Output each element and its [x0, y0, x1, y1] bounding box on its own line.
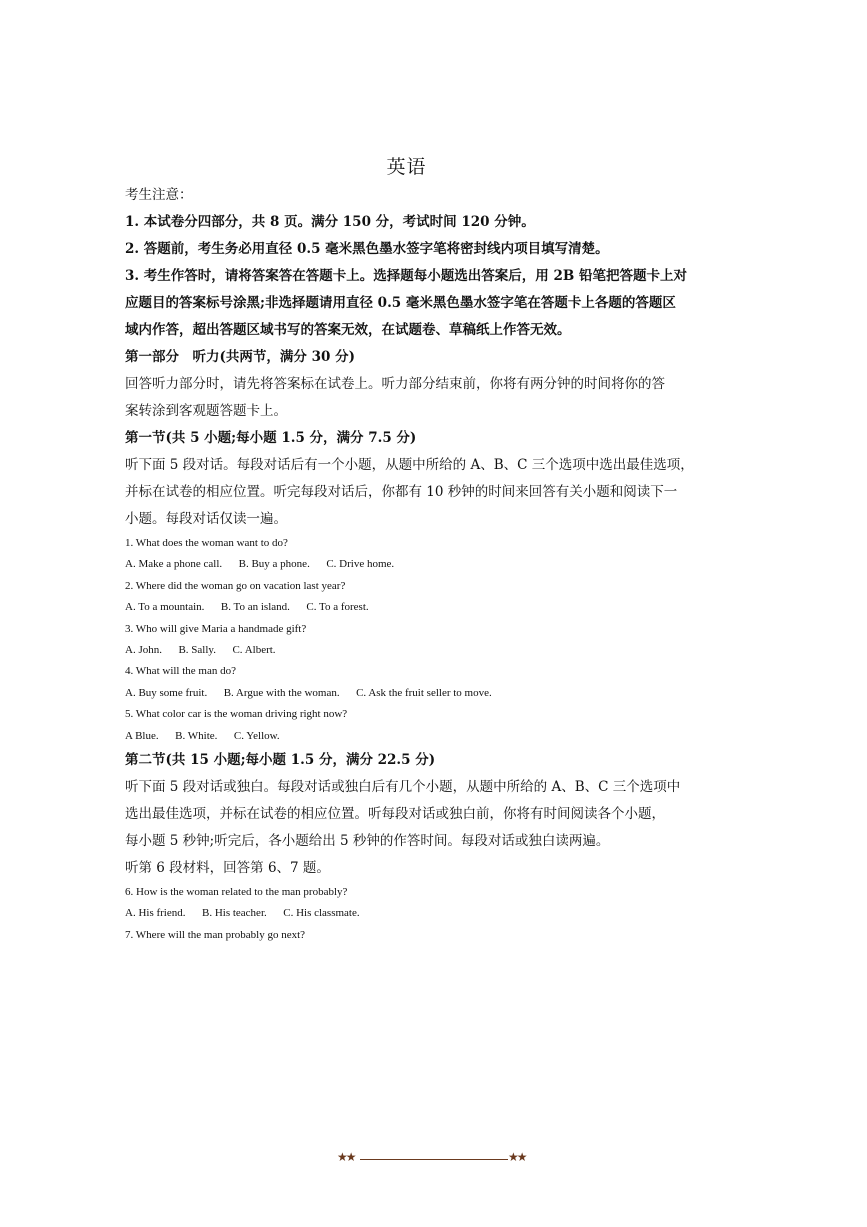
material6-heading: 听第 6 段材料，回答第 6、7 题。 — [125, 860, 330, 877]
notice-line-4: 应题目的答案标号涂黑;非选择题请用直径 0.5 毫米黑色墨水签字笔在答题卡上各题的答题区 — [125, 295, 676, 311]
section1-instruction-3: 小题。每段对话仅读一遍。 — [125, 511, 287, 527]
question-2-options: A. To a mountain. B. To an island. C. To a forest. — [125, 601, 369, 614]
notice-line-1: 1. 本试卷分四部分，共 8 页。满分 150 分，考试时间 120 分钟。 — [125, 214, 535, 230]
question-3-options: A. John. B. Sally. C. Albert. — [125, 644, 276, 657]
exam-content — [125, 182, 695, 946]
question-6-options: A. His friend. B. His teacher. C. His classmate. — [125, 907, 360, 920]
question-5-options: A Blue. B. White. C. Yellow. — [125, 729, 280, 742]
question-5: 5. What color car is the woman driving right now? — [125, 708, 348, 721]
notice-heading: 考生注意： — [125, 187, 193, 203]
section1-instruction-1: 听下面 5 段对话。每段对话后有一个小题，从题中所给的 A、B、C 三个选项中选出最佳选项， — [125, 457, 694, 473]
section2-instruction-2: 选出最佳选项，并标在试卷的相应位置。听每段对话或独白前，你将有时间阅读各个小题， — [125, 806, 665, 823]
section2-heading: 第二节(共 15 小题;每小题 1.5 分，满分 22.5 分) — [125, 752, 436, 769]
notice-line-5: 域内作答，超出答题区域书写的答案无效，在试题卷、草稿纸上作答无效。 — [125, 322, 571, 338]
question-4: 4. What will the man do? — [125, 665, 236, 678]
question-1: 1. What does the woman want to do? — [125, 537, 288, 549]
page-title: 英语 — [386, 156, 427, 178]
question-3: 3. Who will give Maria a handmade gift? — [125, 622, 307, 635]
part1-heading: 第一部分 听力(共两节，满分 30 分) — [125, 349, 355, 365]
section1-heading: 第一节(共 5 小题;每小题 1.5 分，满分 7.5 分) — [125, 430, 417, 446]
page-footer-ornament — [337, 1151, 531, 1169]
section2-instruction-3: 每小题 5 秒钟;听完后，各小题给出 5 秒钟的作答时间。每段对话或独白读两遍。 — [125, 833, 610, 850]
question-7: 7. Where will the man probably go next? — [125, 928, 306, 941]
section2-instruction-1: 听下面 5 段对话或独白。每段对话或独白后有几个小题，从题中所给的 A、B、C 三个选项中 — [125, 779, 681, 796]
question-1-options: A. Make a phone call. B. Buy a phone. C. Drive home. — [125, 558, 395, 571]
section1-instruction-2: 并标在试卷的相应位置。听完每段对话后，你都有 10 秒钟的时间来回答有关小题和阅读下一 — [125, 484, 678, 500]
part1-instruction-1: 回答听力部分时，请先将答案标在试卷上。听力部分结束前，你将有两分钟的时间将你的答 — [125, 376, 665, 392]
notice-line-3: 3. 考生作答时，请将答案答在答题卡上。选择题每小题选出答案后，用 2B 铅笔把答题卡上对 — [125, 268, 687, 284]
question-4-options: A. Buy some fruit. B. Argue with the woman. C. Ask the fruit seller to move. — [125, 686, 492, 699]
footer-divider — [360, 1159, 508, 1160]
footer-stars-left-icon: ★★ — [337, 1150, 355, 1164]
question-6: 6. How is the woman related to the man probably? — [125, 886, 348, 899]
question-2: 2. Where did the woman go on vacation last year? — [125, 579, 346, 592]
notice-line-2: 2. 答题前，考生务必用直径 0.5 毫米黑色墨水签字笔将密封线内项目填写清楚。 — [125, 241, 609, 257]
part1-instruction-2: 案转涂到客观题答题卡上。 — [125, 403, 287, 419]
footer-stars-right-icon: ★★ — [508, 1150, 526, 1164]
